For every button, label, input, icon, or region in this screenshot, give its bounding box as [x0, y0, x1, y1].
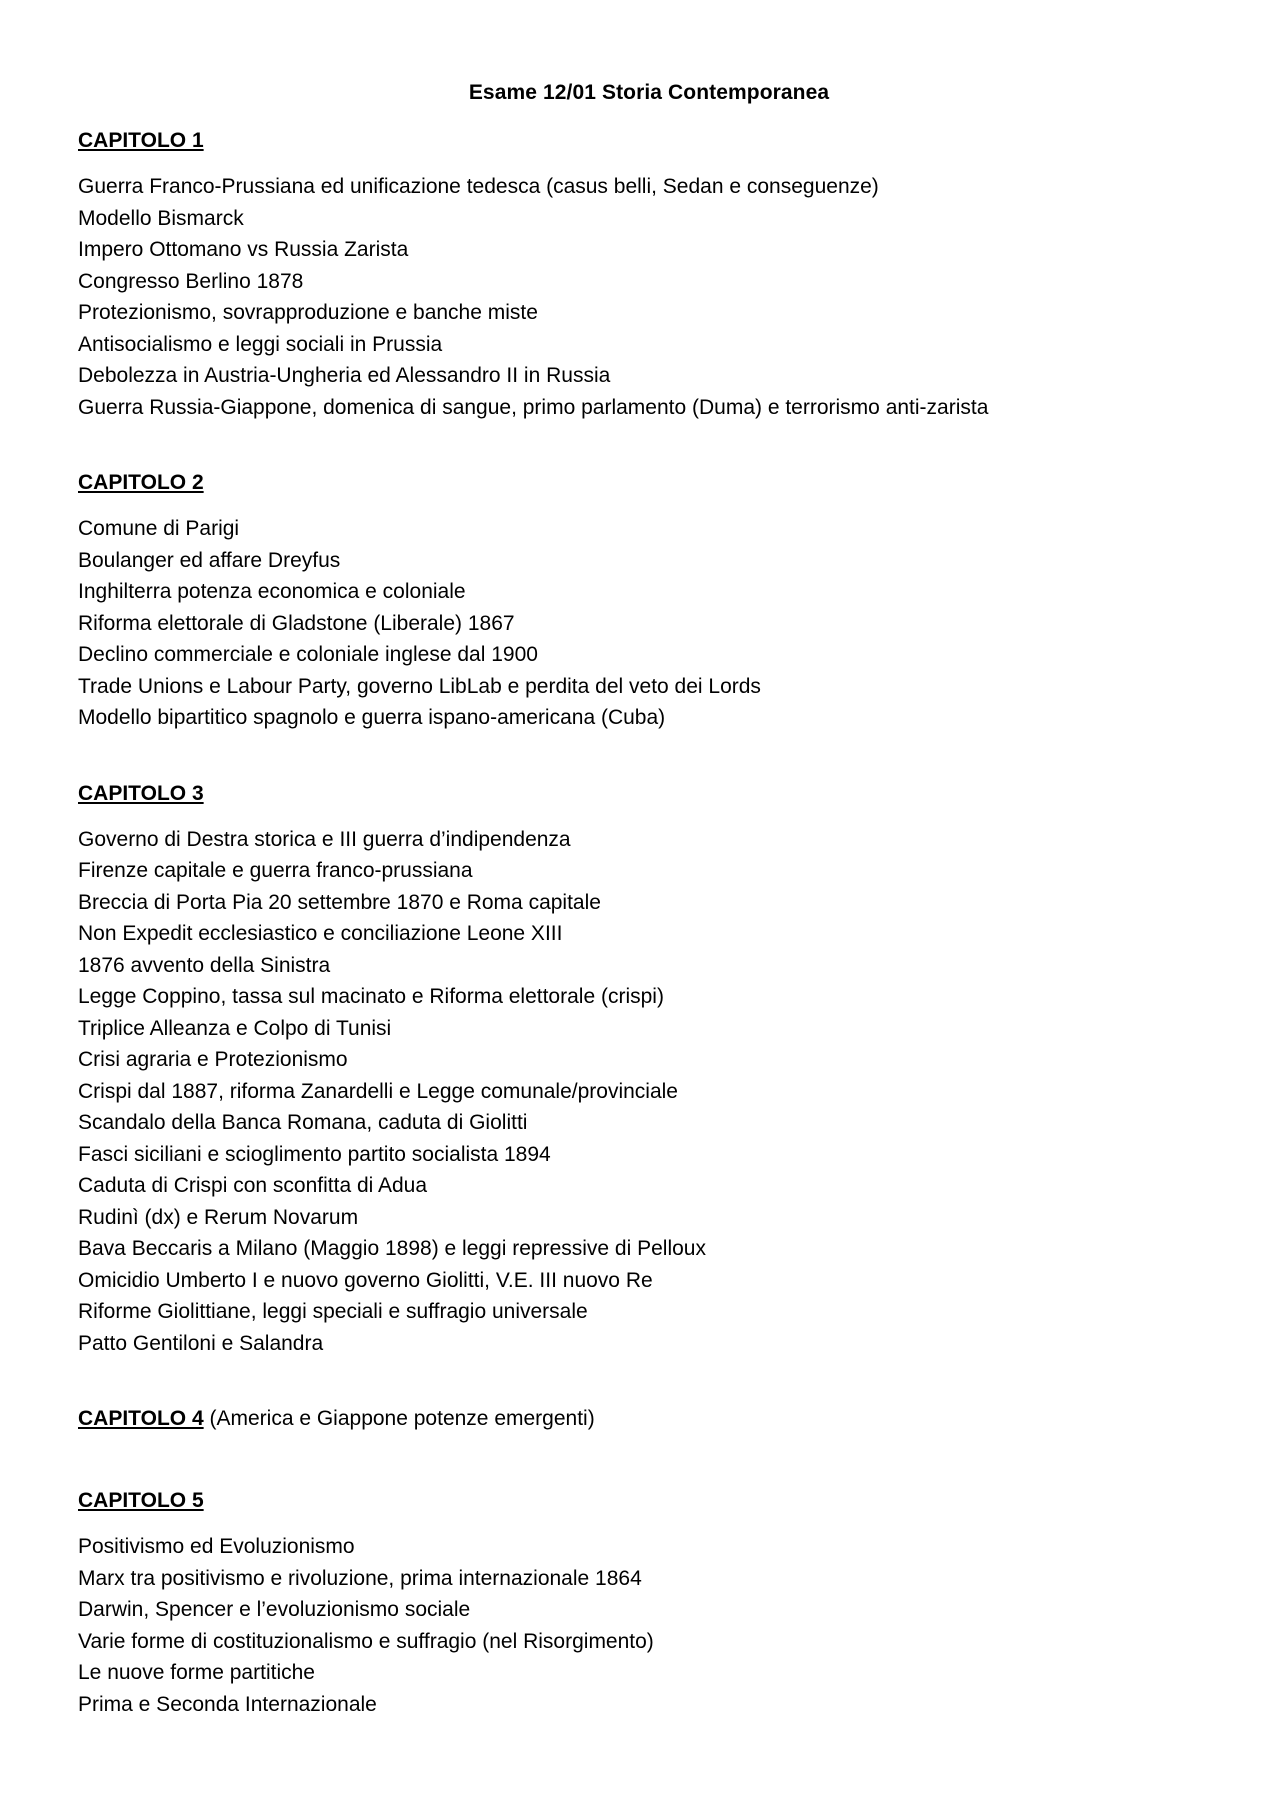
- topic-item: Firenze capitale e guerra franco-prussiana: [78, 859, 473, 882]
- topic-item: Non Expedit ecclesiastico e conciliazione Leone XIII: [78, 922, 563, 945]
- topic-item: Trade Unions e Labour Party, governo LibLab e perdita del veto dei Lords: [78, 674, 761, 698]
- chapter-note: (America e Giappone potenze emergenti): [209, 1407, 595, 1430]
- chapter-section: [78, 1484, 1220, 1720]
- chapter-section: [78, 1402, 1220, 1484]
- topic-item: Bava Beccaris a Milano (Maggio 1898) e leggi repressive di Pelloux: [78, 1237, 706, 1260]
- topic-item: Crispi dal 1887, riforma Zanardelli e Legge comunale/provinciale: [78, 1079, 678, 1103]
- topic-list: [78, 171, 1220, 423]
- topic-item: Riforma elettorale di Gladstone (Liberale) 1867: [78, 611, 515, 635]
- topic-item: Modello Bismarck: [78, 206, 244, 230]
- section-spacer: [78, 734, 1220, 777]
- chapter-title: CAPITOLO 3: [78, 781, 204, 805]
- topic-item: Declino commerciale e coloniale inglese dal 1900: [78, 643, 538, 666]
- section-spacer: [78, 1359, 1220, 1402]
- chapter-section: [78, 466, 1220, 777]
- topic-item: Varie forme di costituzionalismo e suffragio (nel Risorgimento): [78, 1629, 654, 1653]
- topic-item: Protezionismo, sovrapproduzione e banche miste: [78, 301, 538, 324]
- topic-item: Omicidio Umberto I e nuovo governo Giolitti, V.E. III nuovo Re: [78, 1268, 653, 1292]
- topic-item: Antisocialismo e leggi sociali in Prussia: [78, 332, 443, 356]
- topic-item: Triplice Alleanza e Colpo di Tunisi: [78, 1016, 392, 1040]
- topic-item: Darwin, Spencer e l’evoluzionismo sociale: [78, 1598, 471, 1621]
- topic-item: Impero Ottomano vs Russia Zarista: [78, 238, 409, 261]
- chapter-heading: [78, 777, 1220, 811]
- section-spacer: [78, 1449, 1220, 1484]
- topic-item: Boulanger ed affare Dreyfus: [78, 548, 341, 572]
- topic-item: Positivismo ed Evoluzionismo: [78, 1535, 355, 1558]
- chapter-heading: [78, 466, 1220, 500]
- topic-item: 1876 avvento della Sinistra: [78, 953, 331, 977]
- topic-item: Comune di Parigi: [78, 517, 240, 540]
- topic-item: Guerra Russia-Giappone, domenica di sangue, primo parlamento (Duma) e terrorismo anti-zarista: [78, 395, 989, 419]
- chapter-title: CAPITOLO 2: [78, 471, 204, 494]
- topic-item: Scandalo della Banca Romana, caduta di Giolitti: [78, 1111, 528, 1134]
- topic-item: Inghilterra potenza economica e coloniale: [78, 580, 466, 603]
- topic-item: Fasci siciliani e scioglimento partito socialista 1894: [78, 1142, 551, 1166]
- chapter-heading: [78, 1484, 1220, 1518]
- topic-item: Le nuove forme partitiche: [78, 1661, 315, 1684]
- topic-item: Guerra Franco-Prussiana ed unificazione tedesca (casus belli, Sedan e conseguenze): [78, 175, 879, 198]
- topic-item: Modello bipartitico spagnolo e guerra ispano-americana (Cuba): [78, 706, 666, 729]
- topic-item: Patto Gentiloni e Salandra: [78, 1331, 324, 1355]
- topic-list: [78, 1531, 1220, 1720]
- topic-item: Breccia di Porta Pia 20 settembre 1870 e Roma capitale: [78, 890, 601, 914]
- topic-item: Legge Coppino, tassa sul macinato e Riforma elettorale (crispi): [78, 985, 664, 1008]
- chapter-section: [78, 124, 1220, 466]
- topic-item: Prima e Seconda Internazionale: [78, 1692, 377, 1716]
- chapter-list: [78, 124, 1220, 1720]
- chapter-title: CAPITOLO 5: [78, 1489, 204, 1512]
- chapter-title: CAPITOLO 1: [78, 129, 204, 152]
- topic-item: Marx tra positivismo e rivoluzione, prima internazionale 1864: [78, 1566, 642, 1590]
- topic-item: Debolezza in Austria-Ungheria ed Alessandro II in Russia: [78, 364, 611, 387]
- topic-item: Governo di Destra storica e III guerra d’indipendenza: [78, 827, 571, 851]
- chapter-heading: [78, 124, 1220, 158]
- chapter-title: CAPITOLO 4: [78, 1407, 204, 1430]
- topic-item: Caduta di Crispi con sconfitta di Adua: [78, 1174, 428, 1197]
- topic-item: Crisi agraria e Protezionismo: [78, 1048, 348, 1071]
- topic-item: Rudinì (dx) e Rerum Novarum: [78, 1205, 359, 1229]
- topic-item: Congresso Berlino 1878: [78, 269, 304, 293]
- topic-item: Riforme Giolittiane, leggi speciali e suffragio universale: [78, 1300, 588, 1323]
- chapter-heading: [78, 1402, 1220, 1436]
- document-title: Esame 12/01 Storia Contemporanea: [468, 81, 830, 104]
- topic-list: [78, 824, 1220, 1360]
- chapter-section: [78, 777, 1220, 1403]
- topic-list: [78, 513, 1220, 734]
- section-spacer: [78, 423, 1220, 466]
